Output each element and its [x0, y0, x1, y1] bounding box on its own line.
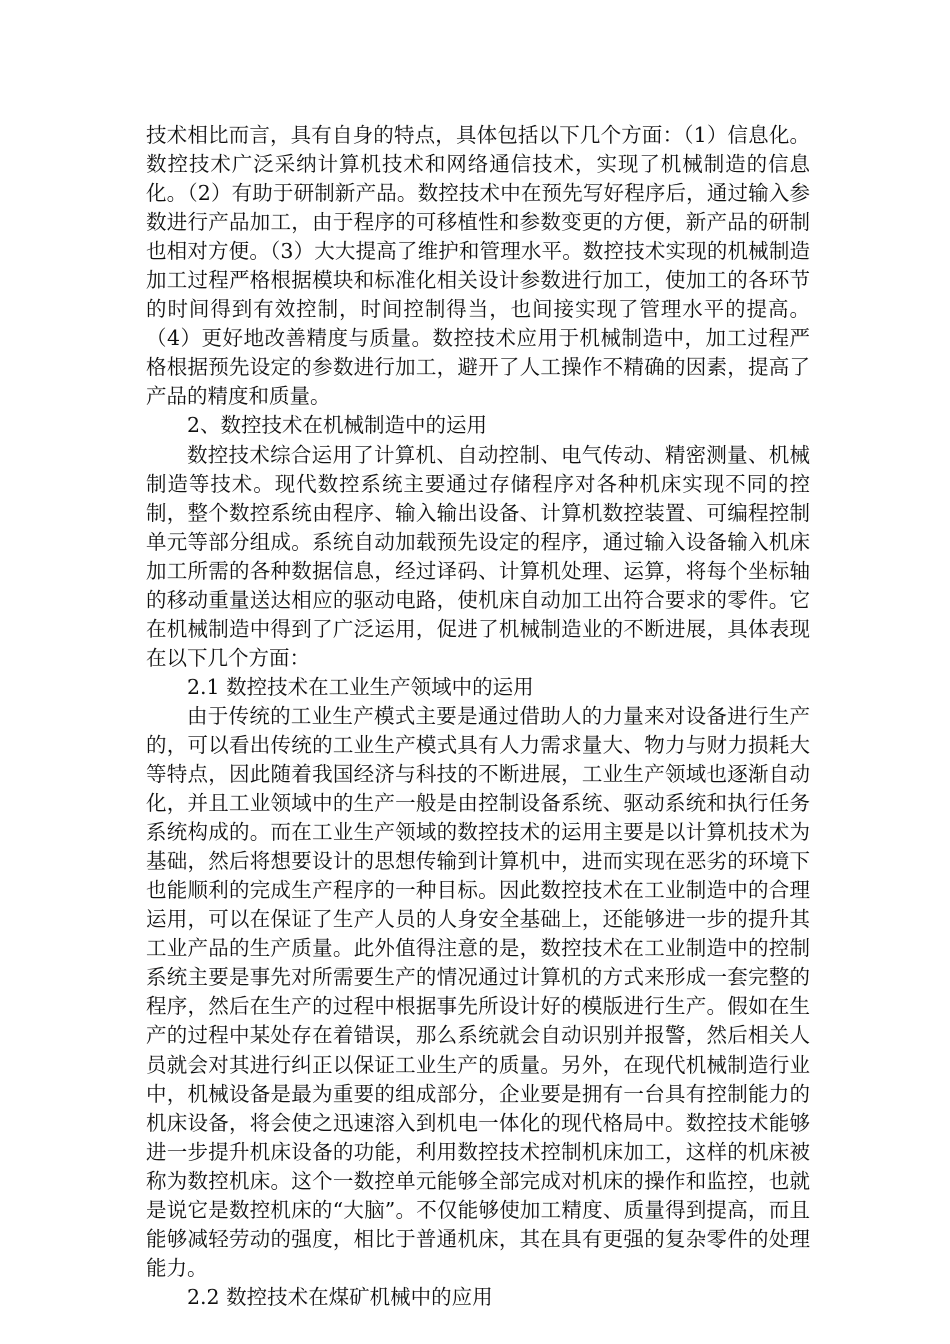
body-paragraph: 技术相比而言，具有自身的特点，具体包括以下几个方面：（1）信息化。数控技术广泛采纳计算机技术和网络通信技术，实现了机械制造的信息化。（2）有助于研制新产品。数控技术中在预先写好程序后，通过输入参数进行产品加工，由于程序的可移植性和参数变更的方便，新产品的研制也相对方便。（3）大大提高了维护和管理水平。数控技术实现的机械制造加工过程严格根据模块和标准化相关设计参数进行加工，使加工的各环节的时间得到有效控制，时间控制得当，也间接实现了管理水平的提高。（4）更好地改善精度与质量。数控技术应用于机械制造中，加工过程严格根据预先设定的参数进行加工，避开了人工操作不精确的因素，提高了产品的精度和质量。	[146, 123, 810, 409]
document-body	[146, 121, 810, 1312]
subsection-heading: 2.2 数控技术在煤矿机械中的应用	[187, 1284, 493, 1309]
body-paragraph: 由于传统的工业生产模式主要是通过借助人的力量来对设备进行生产的，可以看出传统的工业生产模式具有人力需求量大、物力与财力损耗大等特点，因此随着我国经济与科技的不断进展，工业生产领域也逐渐自动化，并且工业领域中的生产一般是由控制设备系统、驱动系统和执行任务系统构成的。而在工业生产领域的数控技术的运用主要是以计算机技术为基础，然后将想要设计的思想传输到计算机中，进而实现在恶劣的环境下也能顺利的完成生产程序的一种目标。因此数控技术在工业制造中的合理运用，可以在保证了生产人员的人身安全基础上，还能够进一步的提升其工业产品的生产质量。此外值得注意的是，数控技术在工业制造中的控制系统主要是事先对所需要生产的情况通过计算机的方式来形成一套完整的程序，然后在生产的过程中根据事先所设计好的模版进行生产。假如在生产的过程中某处存在着错误，那么系统就会自动识别并报警，然后相关人员就会对其进行纠正以保证工业生产的质量。另外，在现代机械制造行业中，机械设备是最为重要的组成部分，企业要是拥有一台具有控制能力的机床设备，将会使之迅速溶入到机电一体化的现代格局中。数控技术能够进一步提升机床设备的功能，利用数控技术控制机床加工，这样的机床被称为数控机床。这个一数控单元能够全部完成对机床的操作和监控，也就是说它是数控机床的“大脑”。不仅能够使加工精度、质量得到提高，而且能够减轻劳动的强度，相比于普通机床，其在具有更强的复杂零件的处理能力。	[146, 703, 810, 1280]
body-paragraph: 数控技术综合运用了计算机、自动控制、电气传动、精密测量、机械制造等技术。现代数控系统主要通过存储程序对各种机床实现不同的控制，整个数控系统由程序、输入输出设备、计算机数控装置、可编程控制单元等部分组成。系统自动加载预先设定的程序，通过输入设备输入机床加工所需的各种数据信息，经过译码、计算机处理、运算，将每个坐标轴的移动重量送达相应的驱动电路，使机床自动加工出符合要求的零件。它在机械制造中得到了广泛运用，促进了机械制造业的不断进展，具体表现在以下几个方面：	[146, 442, 810, 670]
subsection-heading: 2.1 数控技术在工业生产领域中的运用	[187, 674, 534, 699]
section-heading: 2、数控技术在机械制造中的运用	[187, 413, 488, 438]
